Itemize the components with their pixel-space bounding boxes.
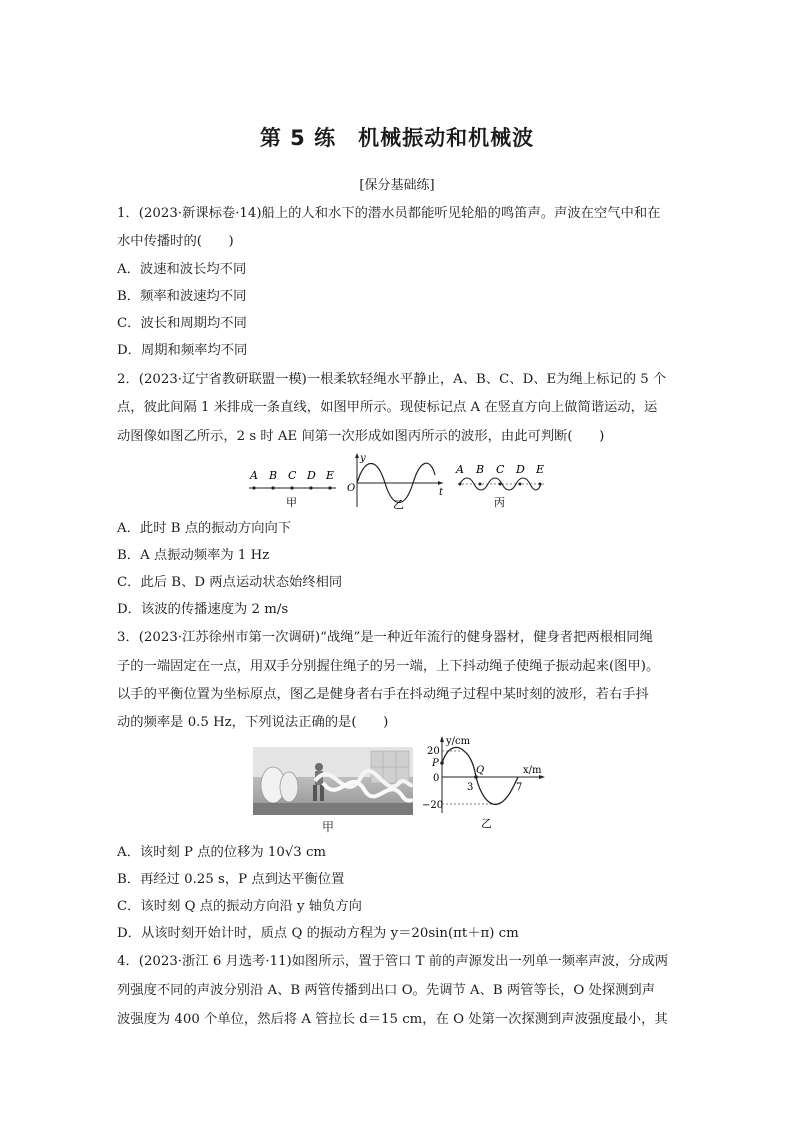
q2-point-label-b: B bbox=[269, 469, 278, 482]
q2-bing-label-a: A bbox=[456, 463, 464, 476]
q2-stem-line1: 2．(2023·辽宁省教研联盟一模)一根柔软轻绳水平静止，A、B、C、D、E为绳上标记的 5 个 bbox=[117, 372, 667, 387]
q2-point-label-e: E bbox=[326, 469, 335, 482]
q3-x-tick-7: 7 bbox=[516, 782, 523, 793]
q3-option-d: D．从该时刻开始计时，质点 Q 的振动方程为 y＝20sin(πt＋π) cm bbox=[117, 926, 519, 941]
q3-option-a: A．该时刻 P 点的位移为 10√3 cm bbox=[117, 845, 327, 860]
q2-caption-bing: 丙 bbox=[494, 496, 505, 509]
q2-option-d: D．该波的传播速度为 2 m/s bbox=[117, 602, 289, 617]
q1-option-a: A．波速和波长均不同 bbox=[117, 262, 247, 277]
q2-y-axis-label: y bbox=[360, 453, 366, 464]
q1-option-d: D．周期和频率均不同 bbox=[117, 343, 248, 358]
q3-stem-line1: 3．(2023·江苏徐州市第一次调研)“战绳”是一种近年流行的健身器材，健身者把两根相同绳 bbox=[117, 630, 653, 645]
q2-bing-label-d: D bbox=[516, 463, 525, 476]
q2-figure-yi bbox=[345, 451, 450, 511]
q3-wave-graph bbox=[420, 733, 550, 833]
q1-stem-line1: 1．(2023·新课标卷·14)船上的人和水下的潜水员都能听见轮船的鸣笛声。声波在空气中和在 bbox=[117, 206, 661, 221]
q2-bing-label-c: C bbox=[496, 463, 505, 476]
q3-y-tick-20: 20 bbox=[427, 746, 440, 757]
q3-x-tick-3: 3 bbox=[467, 782, 474, 793]
q1-stem-line2: 水中传播时的( ) bbox=[117, 234, 234, 249]
q3-option-c: C．该时刻 Q 点的振动方向沿 y 轴负方向 bbox=[117, 899, 362, 914]
q2-option-c: C．此后 B、D 两点运动状态始终相同 bbox=[117, 575, 343, 590]
q4-stem-line3: 波强度为 400 个单位，然后将 A 管拉长 d＝15 cm，在 O 处第一次探测到声波强度最小，其 bbox=[117, 1012, 668, 1027]
q3-point-q-label: Q bbox=[476, 765, 485, 776]
q2-point-label-a: A bbox=[250, 469, 258, 482]
q4-stem-line2: 列强度不同的声波分别沿 A、B 两管传播到出口 O。先调节 A、B 两管等长，O 处探测到声 bbox=[117, 983, 656, 998]
q2-point-label-d: D bbox=[307, 469, 316, 482]
q3-stem-line3: 以手的平衡位置为坐标原点，图乙是健身者右手在抖动绳子过程中某时刻的波形，若右手抖 bbox=[117, 687, 649, 702]
q2-option-b: B．A 点振动频率为 1 Hz bbox=[117, 548, 270, 563]
q2-t-axis-label: t bbox=[439, 487, 444, 498]
q2-bing-label-b: B bbox=[476, 463, 485, 476]
q3-y-tick-neg20: −20 bbox=[422, 800, 444, 811]
q3-y-axis-label: y/cm bbox=[446, 736, 471, 747]
q3-stem-line4: 动的频率是 0.5 Hz，下列说法正确的是( ) bbox=[117, 715, 389, 730]
q2-figure-bing bbox=[452, 455, 550, 511]
q2-bing-label-e: E bbox=[536, 463, 545, 476]
q3-option-b: B．再经过 0.25 s，P 点到达平衡位置 bbox=[117, 872, 345, 887]
q3-y-tick-0: 0 bbox=[433, 773, 440, 784]
q3-caption-jia: 甲 bbox=[322, 820, 335, 834]
q2-stem-line2: 点，彼此间隔 1 米排成一条直线，如图甲所示。现使标记点 A 在竖直方向上做简谐运动，运 bbox=[117, 400, 658, 415]
q2-origin-label: O bbox=[347, 483, 356, 494]
q4-stem-line1: 4．(2023·浙江 6 月选考·11)如图所示，置于管口 T 前的声源发出一列单一频率声波，分成两 bbox=[117, 954, 669, 969]
q2-caption-jia: 甲 bbox=[286, 496, 297, 509]
q3-x-axis-label: x/m bbox=[523, 765, 542, 776]
battle-rope-photo bbox=[253, 747, 413, 815]
q3-caption-yi: 乙 bbox=[481, 817, 492, 830]
q1-option-b: B．频率和波速均不同 bbox=[117, 289, 247, 304]
q2-point-label-c: C bbox=[288, 469, 297, 482]
section-subtitle: [保分基础练] bbox=[359, 178, 435, 193]
page-title: 第 5 练 机械振动和机械波 bbox=[259, 126, 535, 150]
q3-point-p-label: P bbox=[432, 758, 439, 769]
q2-option-a: A．此时 B 点的振动方向向下 bbox=[117, 521, 292, 536]
q2-caption-yi: 乙 bbox=[393, 498, 404, 511]
battle-rope-illustration bbox=[253, 747, 413, 815]
q2-stem-line3: 动图像如图乙所示，2 s 时 AE 间第一次形成如图丙所示的波形，由此可判断( ) bbox=[117, 429, 605, 444]
q2-figure-jia bbox=[244, 455, 344, 511]
q3-stem-line2: 子的一端固定在一点，用双手分别握住绳子的另一端，上下抖动绳子使绳子振动起来(图甲)。 bbox=[117, 659, 660, 674]
q1-option-c: C．波长和周期均不同 bbox=[117, 316, 247, 331]
